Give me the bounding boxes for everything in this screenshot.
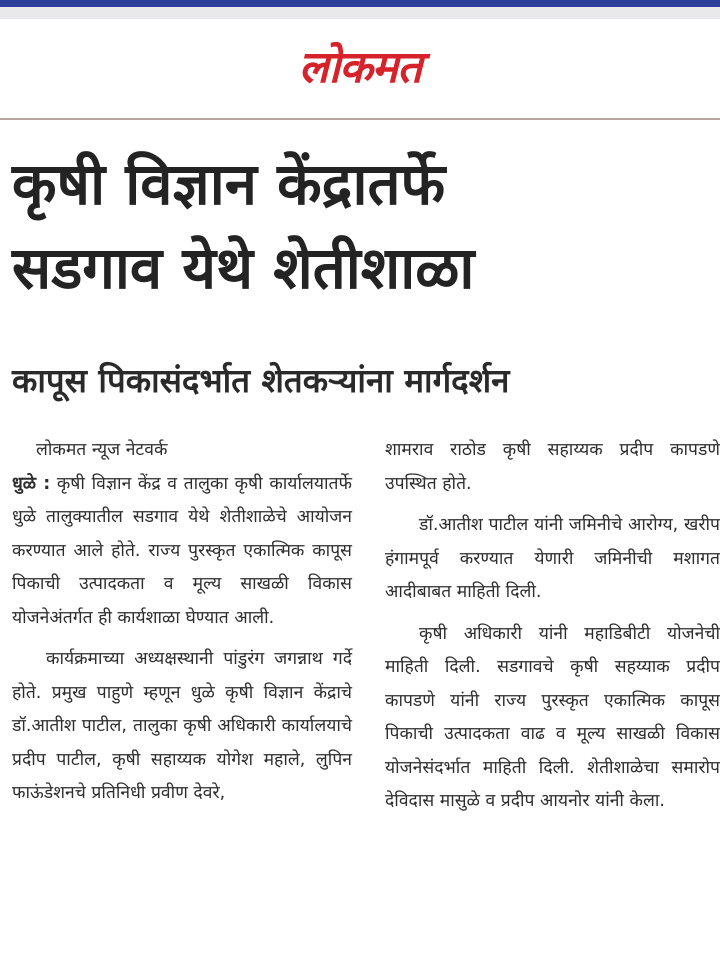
article-paragraph-1 [12, 468, 352, 636]
dateline: धुळे : [12, 473, 51, 494]
article-column-left [12, 434, 352, 811]
headline-line-2: सडगाव येथे शेतीशाळा [12, 234, 475, 302]
paragraph-1-text: कृषी विज्ञान केंद्र व तालुका कृषी कार्यालयातर्फे धुळे तालुक्यातील सडगाव येथे शेतीशाळेचे आयोजन करण्यात आले होते. राज्य पुरस्कृत एकात्मिक कापूस पिकाची उत्पादकता व मूल्य साखळी विकास योजनेअंतर्गत ही कार्यशाळा घेण्यात आली. [12, 473, 352, 628]
article-paragraph-5: कृषी अधिकारी यांनी महाडिबीटी योजनेची माहिती दिली. सडगावचे कृषी सहय्याक प्रदीप कापडणे यांनी राज्य पुरस्कृत एकात्मिक कापूस पिकाची उत्पादकता वाढ व मूल्य साखळी विकास योजनेसंदर्भात माहिती दिली. शेतीशाळेचा समारोप देविदास मासुळे व प्रदीप आयनोर यांनी केला. [385, 623, 720, 811]
article-column-right [385, 434, 720, 819]
article-paragraph-4: डॉ.आतीश पाटील यांनी जमिनीचे आरोग्य, खरीप हंगामपूर्व करण्यात येणारी जमिनीची मशागत आदीबाबत माहिती दिली. [385, 515, 720, 602]
headline-line-1: कृषी विज्ञान केंद्रातर्फे [12, 150, 446, 218]
top-border [0, 0, 720, 7]
subheadline: कापूस पिकासंदर्भात शेतकऱ्यांना मार्गदर्शन [12, 361, 510, 400]
masthead-rule [0, 118, 720, 120]
top-shade [0, 7, 720, 19]
article-paragraph-2: कार्यक्रमाच्या अध्यक्षस्थानी पांडुरंग जगन्नाथ गर्दे होते. प्रमुख पाहुणे म्हणून धुळे कृषी विज्ञान केंद्राचे डॉ.आतीश पाटील, तालुका कृषी अधिकारी कार्यालयाचे प्रदीप पाटील, कृषी सहाय्यक योगेश महाले, लुपिन फाऊंडेशनचे प्रतिनिधी प्रवीण देवरे, [12, 649, 352, 803]
article-paragraph-3: शामराव राठोड कृषी सहाय्यक प्रदीप कापडणे उपस्थित होते. [385, 440, 720, 494]
newspaper-logo: लोकमत [298, 42, 422, 93]
byline: लोकमत न्यूज नेटवर्क [36, 440, 168, 460]
headline [12, 142, 712, 310]
